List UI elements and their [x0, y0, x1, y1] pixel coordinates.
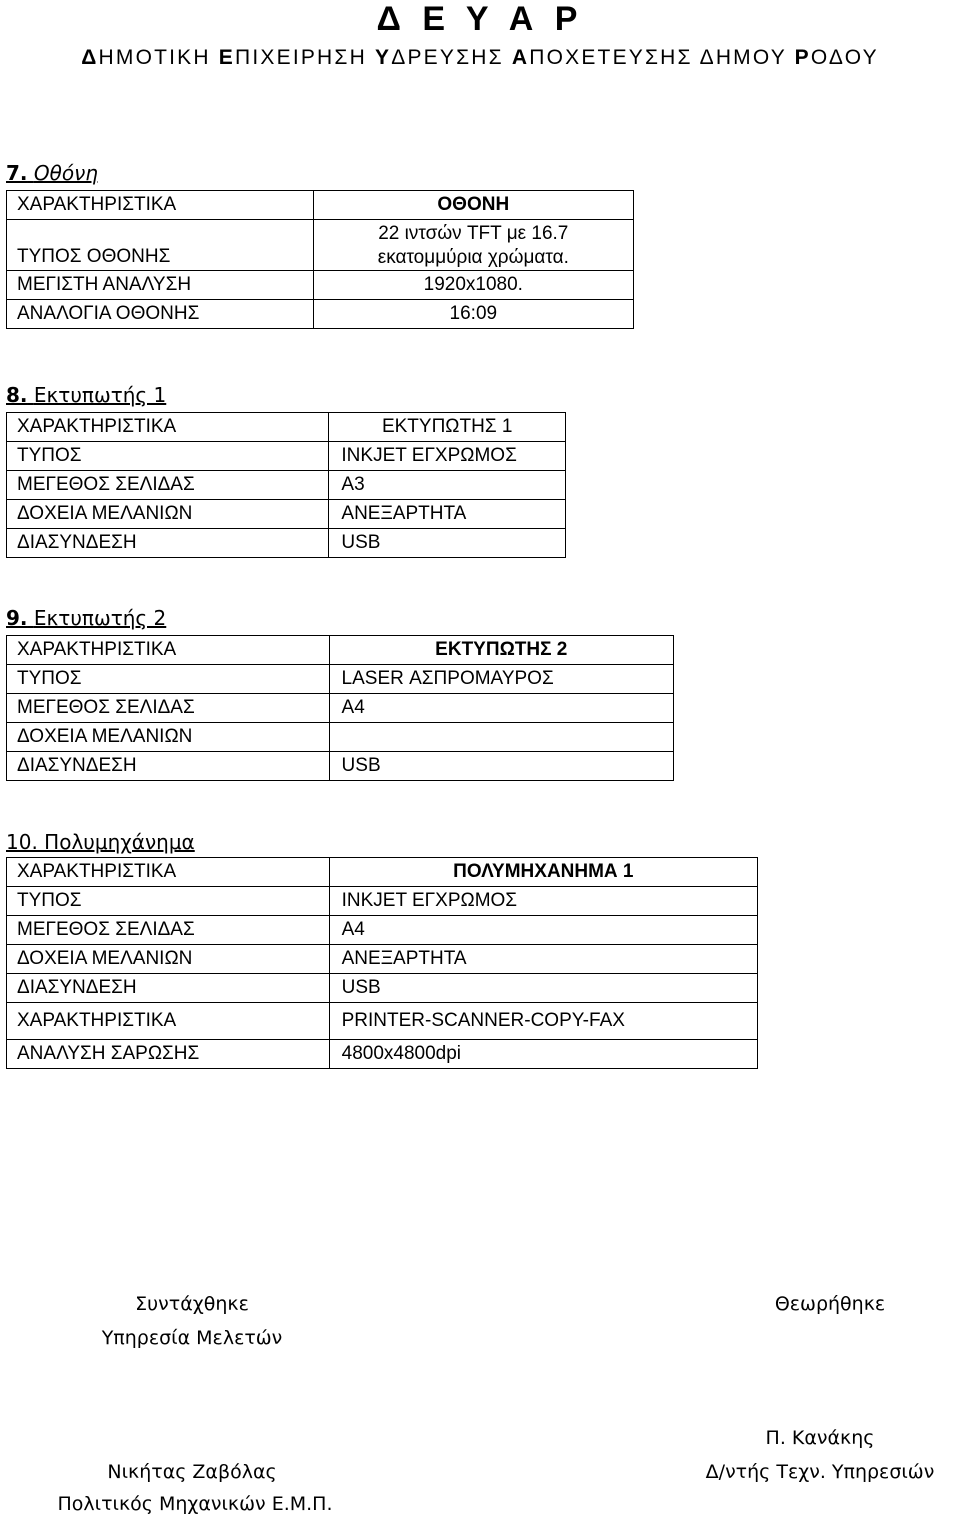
spec-key: ΔΙΑΣΥΝΔΕΣΗ: [7, 752, 330, 781]
subtitle-word: ΗΜΟΤΙΚΗ: [98, 46, 219, 69]
spec-key: ΔΟΧΕΙΑ ΜΕΛΑΝΙΩΝ: [7, 500, 329, 529]
subtitle-initial: Υ: [375, 46, 392, 69]
spec-value: ΑΝΕΞΑΡΤΗΤΑ: [329, 500, 566, 529]
header-cell: ΧΑΡΑΚΤΗΡΙΣΤΙΚΑ: [7, 636, 330, 665]
reviewed-label: Θεωρήθηκε: [774, 1293, 886, 1315]
subtitle-word: ΟΔΟΥ: [810, 46, 879, 69]
section-title-printer-2: [6, 605, 166, 631]
spec-value: A4: [329, 694, 673, 723]
header-cell: ΕΚΤΥΠΩΤΗΣ 2: [329, 636, 673, 665]
spec-key: ΜΕΓΕΘΟΣ ΣΕΛΙΔΑΣ: [7, 916, 330, 945]
spec-key: ΔΟΧΕΙΑ ΜΕΛΑΝΙΩΝ: [7, 723, 330, 752]
author-name: Νικήτας Ζαβόλας: [107, 1461, 277, 1483]
table-header-row: [7, 858, 758, 887]
spec-key: ΑΝΑΛΥΣΗ ΣΑΡΩΣΗΣ: [7, 1040, 330, 1069]
table-row: [7, 1040, 758, 1069]
spec-key: ΧΑΡΑΚΤΗΡΙΣΤΙΚΑ: [7, 1003, 330, 1040]
spec-key: ΜΕΓΕΘΟΣ ΣΕΛΙΔΑΣ: [7, 694, 330, 723]
section-title-printer-1: [6, 382, 166, 408]
subtitle-initial: Δ: [81, 46, 99, 69]
printer-1-spec-table: [6, 412, 566, 558]
spec-value-line: 22 ιντσών TFT με 16.7: [378, 223, 569, 244]
spec-value: USB: [329, 529, 566, 558]
spec-value: 1920x1080.: [313, 271, 633, 300]
table-header-row: [7, 636, 674, 665]
section-name: Εκτυπωτής 2: [33, 606, 167, 630]
spec-key: ΜΕΓΙΣΤΗ ΑΝΑΛΥΣΗ: [7, 271, 314, 300]
table-row: [7, 442, 566, 471]
table-row: [7, 974, 758, 1003]
compiled-label: Συντάχθηκε: [135, 1293, 249, 1315]
header-cell: ΧΑΡΑΚΤΗΡΙΣΤΙΚΑ: [7, 858, 330, 887]
spec-value: LASER ΑΣΠΡΟΜΑΥΡΟΣ: [329, 665, 673, 694]
section-number: 9.: [6, 606, 28, 630]
multifunction-spec-table: [6, 857, 758, 1069]
header-cell: ΕΚΤΥΠΩΤΗΣ 1: [329, 413, 566, 442]
author-title: Πολιτικός Μηχανικών Ε.Μ.Π.: [57, 1493, 333, 1515]
table-row: [7, 723, 674, 752]
subtitle-initial: Ρ: [794, 46, 811, 69]
spec-value: 4800x4800dpi: [329, 1040, 757, 1069]
spec-key: ΜΕΓΕΘΟΣ ΣΕΛΙΔΑΣ: [7, 471, 329, 500]
table-header-row: [7, 191, 634, 220]
document-title: Δ Ε Υ Α Ρ: [376, 0, 584, 38]
document-subtitle: [0, 44, 960, 72]
header-cell: ΠΟΛΥΜΗΧΑΝΗΜΑ 1: [329, 858, 757, 887]
subtitle-initial: Α: [511, 46, 530, 69]
director-title: Δ/ντής Τεχν. Υπηρεσιών: [705, 1461, 935, 1483]
spec-value: 16:09: [313, 300, 633, 329]
section-name: Οθόνη: [33, 161, 98, 185]
table-row: [7, 471, 566, 500]
spec-value: INKJET ΕΓΧΡΩΜΟΣ: [329, 442, 566, 471]
section-number: 7.: [6, 161, 28, 185]
spec-value: A4: [329, 916, 757, 945]
spec-key: ΤΥΠΟΣ: [7, 665, 330, 694]
spec-value: PRINTER-SCANNER-COPY-FAX: [329, 1003, 757, 1040]
spec-key: ΤΥΠΟΣ: [7, 442, 329, 471]
spec-value: ΑΝΕΞΑΡΤΗΤΑ: [329, 945, 757, 974]
header-cell: ΟΘΟΝΗ: [313, 191, 633, 220]
section-title-multifunction: 10. Πολυμηχάνημα: [6, 830, 195, 854]
service-label: Υπηρεσία Μελετών: [101, 1327, 283, 1349]
table-row: [7, 300, 634, 329]
table-row: [7, 916, 758, 945]
section-number: 8.: [6, 383, 28, 407]
table-row: [7, 500, 566, 529]
table-header-row: [7, 413, 566, 442]
spec-key: ΤΥΠΟΣ ΟΘΟΝΗΣ: [7, 220, 314, 271]
spec-value: A3: [329, 471, 566, 500]
spec-key: ΤΥΠΟΣ: [7, 887, 330, 916]
table-row: [7, 220, 634, 271]
section-name: Εκτυπωτής 1: [33, 383, 167, 407]
spec-value: [329, 723, 673, 752]
spec-value-line: εκατομμύρια χρώματα.: [377, 247, 569, 268]
table-row: [7, 665, 674, 694]
spec-value: USB: [329, 974, 757, 1003]
spec-key: ΑΝΑΛΟΓΙΑ ΟΘΟΝΗΣ: [7, 300, 314, 329]
spec-key: ΔΟΧΕΙΑ ΜΕΛΑΝΙΩΝ: [7, 945, 330, 974]
header-cell: ΧΑΡΑΚΤΗΡΙΣΤΙΚΑ: [7, 413, 329, 442]
table-row: [7, 694, 674, 723]
subtitle-word: ΠΙΧΕΙΡΗΣΗ: [235, 46, 376, 69]
table-row: [7, 529, 566, 558]
table-row: [7, 752, 674, 781]
table-row: [7, 1003, 758, 1040]
table-row: [7, 271, 634, 300]
section-title-screen: [6, 160, 98, 186]
subtitle-word: ΠΟΧΕΤΕΥΣΗΣ ΔΗΜΟΥ: [529, 46, 795, 69]
table-row: [7, 945, 758, 974]
spec-value: INKJET ΕΓΧΡΩΜΟΣ: [329, 887, 757, 916]
screen-spec-table: [6, 190, 634, 329]
spec-key: ΔΙΑΣΥΝΔΕΣΗ: [7, 974, 330, 1003]
subtitle-word: ΔΡΕΥΣΗΣ: [391, 46, 512, 69]
spec-key: ΔΙΑΣΥΝΔΕΣΗ: [7, 529, 329, 558]
spec-value: USB: [329, 752, 673, 781]
director-name: Π. Κανάκης: [765, 1427, 875, 1449]
header-cell: ΧΑΡΑΚΤΗΡΙΣΤΙΚΑ: [7, 191, 314, 220]
spec-value: [313, 220, 633, 271]
subtitle-initial: Ε: [218, 46, 235, 69]
printer-2-spec-table: [6, 635, 674, 781]
table-row: [7, 887, 758, 916]
